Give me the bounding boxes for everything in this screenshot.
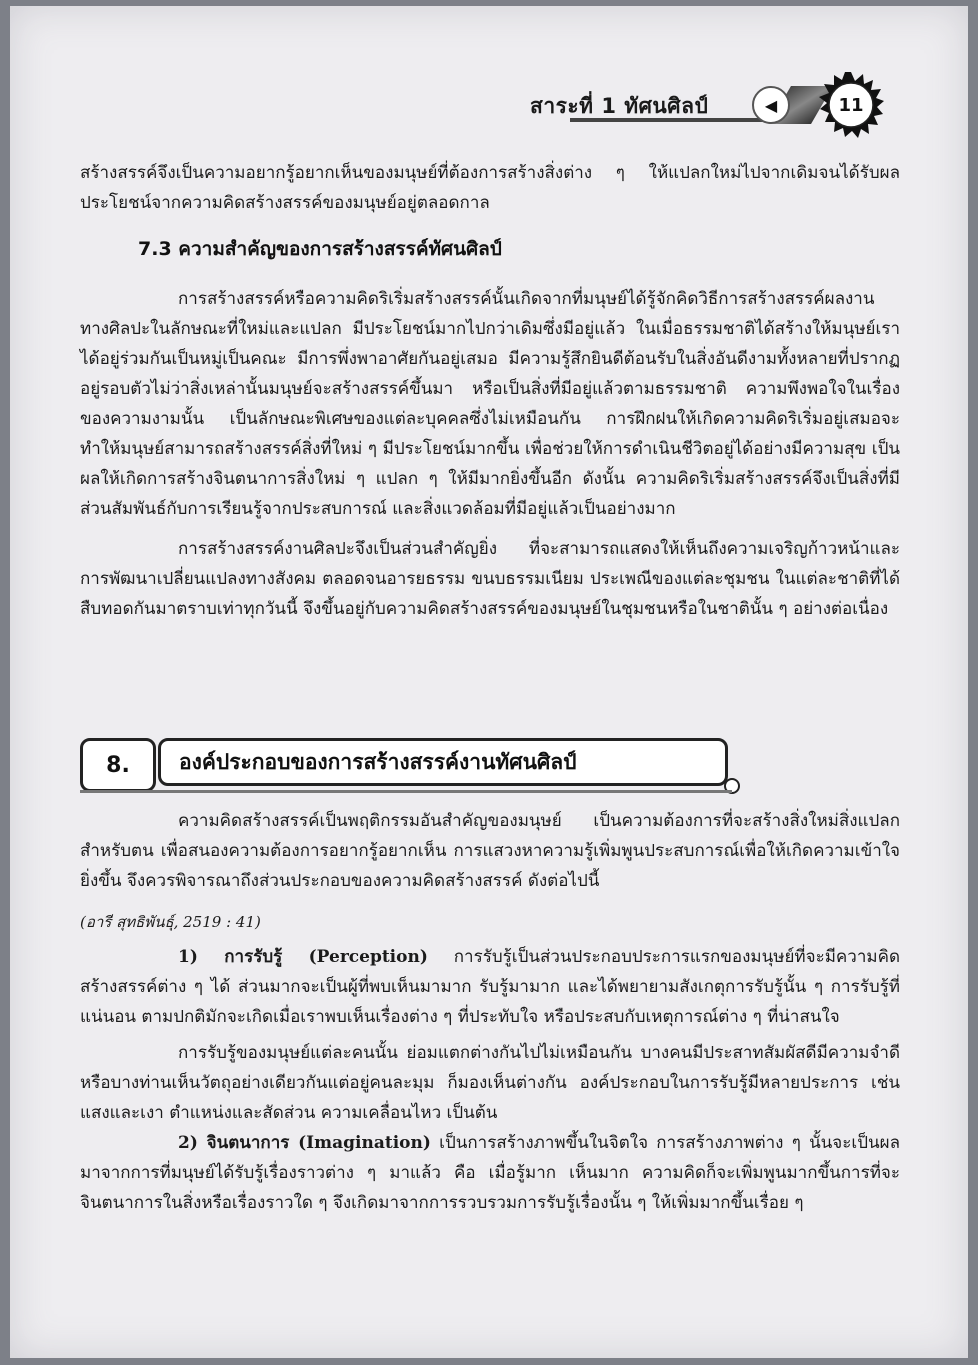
citation: (อารี สุทธิพันธุ์, 2519 : 41) [80,913,261,931]
section-number: 8. [80,738,156,792]
section-underline [80,790,732,793]
paragraph: การสร้างสรรค์หรือความคิดริเริ่มสร้างสรรค์นั้นเกิดจากที่มนุษย์ได้รู้จักคิดวิธีการสร้างสรรค์ผลงานทางศิลปะในลักษณะที่ใหม่และแปลก มีประโยชน์มากไปกว่าเดิมซึ่งมีอยู่แล้ว ในเมื่อธรรมชาติได้สร้างให้มนุษย์เราได้อยู่ร่วมกันเป็นหมู่เป็นคณะ มีการพึ่งพาอาศัยกันอยู่เสมอ มีความรู้สึกยินดีต้อนรับในสิ่งอันดีงามทั้งหลายที่ปรากฏอยู่รอบตัวไม่ว่าสิ่งเหล่านั้นมนุษย์จะสร้างสรรค์ขึ้นมา หรือเป็นสิ่งที่มีอยู่แล้วตามธรรมชาติ ความพึงพอใจในเรื่องของความงามนั้น เป็นลักษณะพิเศษของแต่ละบุคคลซึ่งไม่เหมือนกัน การฝึกฝนให้เกิดความคิดริเริ่มอยู่เสมอจะทำให้มนุษย์สามารถสร้างสรรค์สิ่งที่ใหม่ ๆ มีประโยชน์มากขึ้น เพื่อช่วยให้การดำเนินชีวิตอยู่ได้อย่างมีความสุข เป็นผลให้เกิดการสร้างจินตนาการสิ่งใหม่ ๆ แปลก ๆ ให้มีมากยิ่งขึ้นอีก ดังนั้น ความคิดริเริ่มสร้างสรรค์จึงเป็นสิ่งที่มีส่วนสัมพันธ์กับการเรียนรู้จากประสบการณ์ และสิ่งแวดล้อมที่มีอยู่แล้วเป็นอย่างมาก [80,289,900,519]
left-arrow-icon: ◀ [752,86,790,124]
item-text: เป็นการสร้างภาพขึ้นในจิตใจ การสร้างภาพต่าง ๆ นั้นจะเป็นผลมาจากการที่มนุษย์ได้รับรู้เรื่องราวต่าง ๆ มาแล้ว คือ เมื่อรู้มาก เห็นมาก ความคิดก็จะเพิ่มพูนมากขึ้นการที่จะจินตนาการในสิ่งหรือเรื่องราวใด ๆ จึงเกิดมาจากการรวบรวมการรับรู้เรื่องนั้น ๆ ให้เพิ่มมากขึ้นเรื่อย ๆ [80,1133,900,1213]
paragraph: สร้างสรรค์จึงเป็นความอยากรู้อยากเห็นของมนุษย์ที่ต้องการสร้างสิ่งต่าง ๆ ให้แปลกใหม่ไปจากเดิมจนได้รับผลประโยชน์จากความคิดสร้างสรรค์ของมนุษย์อยู่ตลอดกาล [80,163,900,213]
item-text: การรับรู้เป็นส่วนประกอบประการแรกของมนุษย์ที่จะมีความคิดสร้างสรรค์ต่าง ๆ ได้ ส่วนมากจะเป็นผู้ที่พบเห็นมามาก รับรู้มามาก และได้พยายามสังเกตุการรับรู้นั้น ๆ การรับรู้ที่แน่นอน ตามปกติมักจะเกิดเมื่อเราพบเห็นเรื่องต่าง ๆ ที่ประทับใจ หรือประสบกับเหตุการณ์ต่าง ๆ ที่น่าสนใจ [80,947,900,1027]
subsection-heading: 7.3 ความสำคัญของการสร้างสรรค์ทัศนศิลป์ [138,238,502,260]
item-label: 1) การรับรู้ (Perception) [178,947,428,967]
page-header [10,6,968,136]
item-imagination [80,1128,900,1218]
intro-paragraph [80,158,900,218]
book-page [10,6,968,1358]
section-items [80,942,900,1218]
section-title: องค์ประกอบของการสร้างสรรค์งานทัศนศิลป์ [158,738,728,786]
subsection-body [80,284,900,624]
header-title: สาระที่ 1 ทัศนศิลป์ [530,94,709,118]
item-label: 2) จินตนาการ (Imagination) [178,1133,431,1153]
section-intro [80,806,900,896]
paragraph: ความคิดสร้างสรรค์เป็นพฤติกรรมอันสำคัญของมนุษย์ เป็นความต้องการที่จะสร้างสิ่งใหม่สิ่งแปลกสำหรับตน เพื่อสนองความต้องการอยากรู้อยากเห็น การแสวงหาความรู้เพิ่มพูนประสบการณ์เพื่อให้เกิดความเข้าใจยิ่งขึ้น จึงควรพิจารณาถึงส่วนประกอบของความคิดสร้างสรรค์ ดังต่อไปนี้ [80,811,900,891]
item-perception [80,942,900,1032]
paragraph: การสร้างสรรค์งานศิลปะจึงเป็นส่วนสำคัญยิ่ง ที่จะสามารถแสดงให้เห็นถึงความเจริญก้าวหน้าและการพัฒนาเปลี่ยนแปลงทางสังคม ตลอดจนอารยธรรม ขนบธรรมเนียม ประเพณีของแต่ละชุมชน ในแต่ละชาติที่ได้สืบทอดกันมาตราบเท่าทุกวันนี้ จึงขึ้นอยู่กับความคิดสร้างสรรค์ของมนุษย์ในชุมชนหรือในชาตินั้น ๆ อย่างต่อเนื่อง [80,539,900,619]
page-number: 11 [838,94,864,116]
section-heading-bar [80,738,740,788]
page-number-badge [818,72,884,138]
paragraph: การรับรู้ของมนุษย์แต่ละคนนั้น ย่อมแตกต่างกันไปไม่เหมือนกัน บางคนมีประสาทสัมผัสดีมีความจำดี หรือบางท่านเห็นวัตถุอย่างเดียวกันแต่อยู่คนละมุม ก็มองเห็นต่างกัน องค์ประกอบในการรับรู้มีหลายประการ เช่น แสงและเงา ตำแหน่งและสัดส่วน ความเคลื่อนไหว เป็นต้น [80,1043,900,1123]
